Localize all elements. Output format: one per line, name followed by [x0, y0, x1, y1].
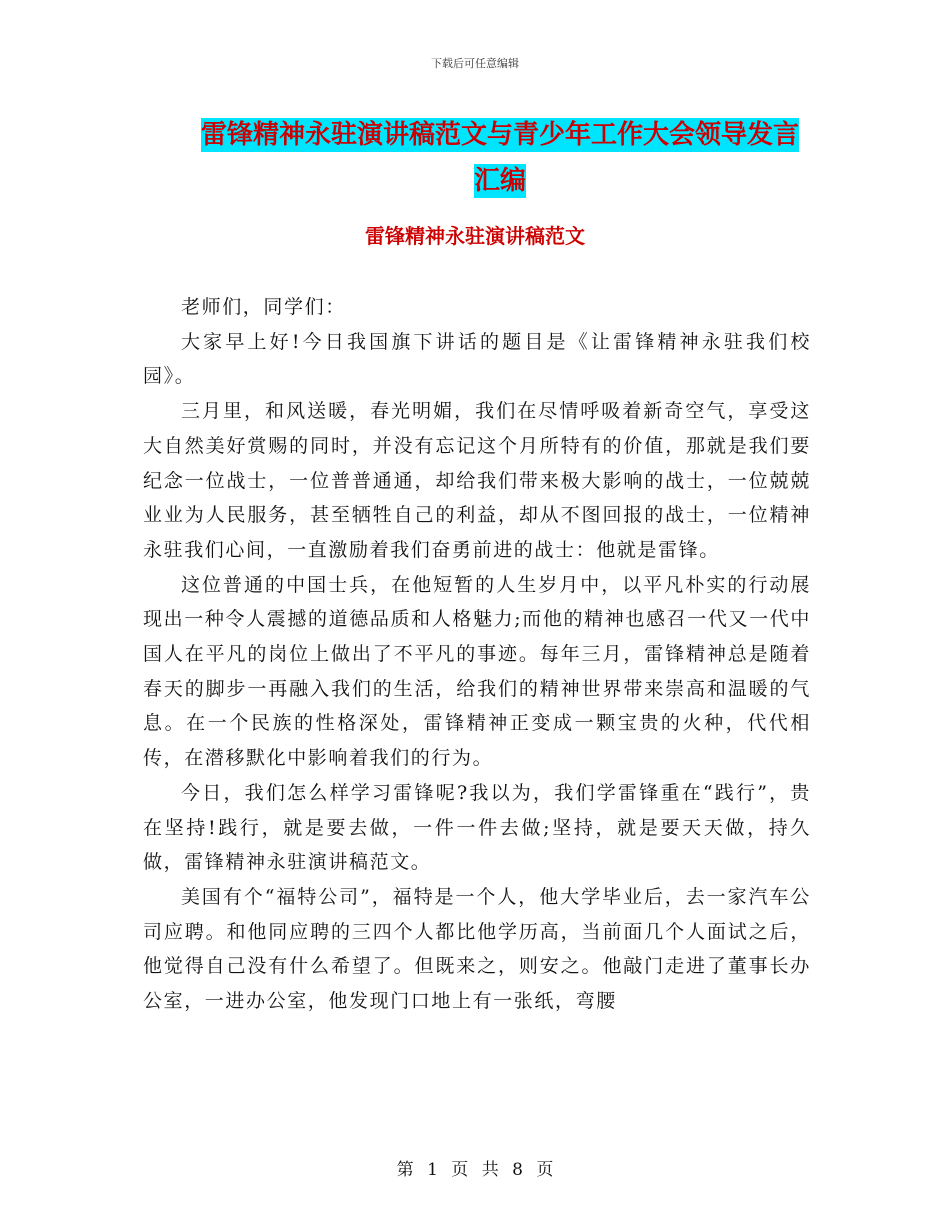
document-title	[140, 112, 860, 204]
page-prefix: 第	[396, 1160, 414, 1180]
body-text	[143, 290, 811, 1019]
total-unit: 页	[536, 1160, 554, 1180]
total-prefix: 共	[481, 1160, 499, 1180]
total-pages: 8	[512, 1160, 523, 1180]
paragraph: 美国有个“福特公司”，福特是一个人，他大学毕业后，去一家汽车公司应聘。和他同应聘的三四个人都比他学历高，当前面几个人面试之后，他觉得自己没有什么希望了。但既来之，则安之。他敲门走进了董事长办公室，一进办公室，他发现门口地上有一张纸，弯腰	[143, 885, 811, 1013]
title-line-1: 雷锋精神永驻演讲稿范文与青少年工作大会领导发言	[200, 120, 799, 150]
page-number: 1	[427, 1160, 438, 1180]
paragraph: 三月里，和风送暖，春光明媚，我们在尽情呼吸着新奇空气，享受这大自然美好赏赐的同时，并没有忘记这个月所特有的价值，那就是我们要纪念一位战士，一位普普通通，却给我们带来极大影响的战士，一位兢兢业业为人民服务，甚至牺牲自己的利益，却从不图回报的战士，一位精神永驻我们心间，一直激励着我们奋勇前进的战士：他就是雷锋。	[143, 400, 811, 561]
paragraph: 这位普通的中国士兵，在他短暂的人生岁月中，以平凡朴实的行动展现出一种令人震撼的道德品质和人格魅力;而他的精神也感召一代又一代中国人在平凡的岗位上做出了不平凡的事迹。每年三月，雷锋精神总是随着春天的脚步一再融入我们的生活，给我们的精神世界带来崇高和温暖的气息。在一个民族的性格深处，雷锋精神正变成一颗宝贵的火种，代代相传，在潜移默化中影响着我们的行为。	[143, 573, 811, 770]
page-footer	[0, 1155, 950, 1180]
section-title: 雷锋精神永驻演讲稿范文	[365, 224, 585, 248]
paragraph-greeting: 老师们，同学们：	[181, 296, 346, 318]
title-line-2: 汇编	[473, 166, 526, 196]
header-note: 下载后可任意编辑	[431, 57, 519, 70]
paragraph: 大家早上好!今日我国旗下讲话的题目是《让雷锋精神永驻我们校园》。	[143, 330, 811, 388]
paragraph: 今日，我们怎么样学习雷锋呢?我以为，我们学雷锋重在“践行”，贵在坚持!践行，就是要去做，一件一件去做;坚持，就是要天天做，持久做，雷锋精神永驻演讲稿范文。	[143, 781, 811, 874]
page-unit: 页	[451, 1160, 469, 1180]
